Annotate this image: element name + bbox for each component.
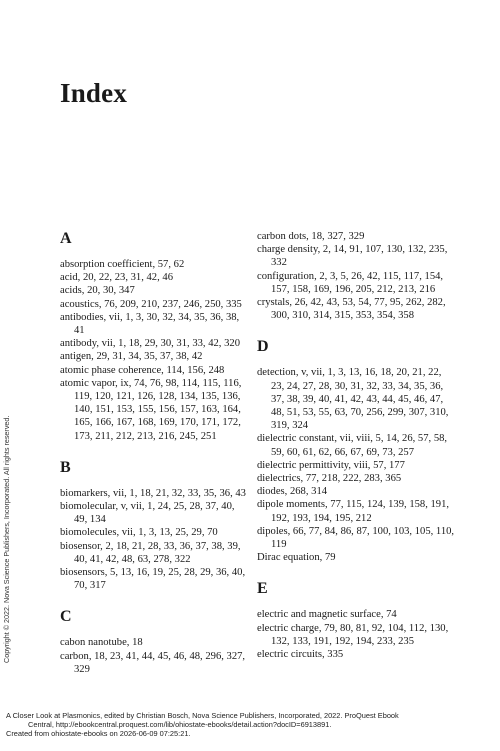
index-entry: absorption coefficient, 57, 62 [60, 259, 185, 270]
footer-url-line: Central, http://ebookcentral.proquest.com/lib/ohiostate-ebooks/detail.action?docID=6913891. [28, 720, 332, 729]
index-entry: acid, 20, 22, 23, 31, 42, 46 [60, 272, 173, 284]
source-footer [6, 711, 496, 738]
index-entry: electric charge, 79, 80, 81, 92, 104, 112, 130, 132, 133, 191, 192, 194, 233, 235 [257, 622, 449, 647]
index-column-left [60, 230, 250, 676]
section-letter-d: D [257, 338, 269, 356]
index-entry: charge density, 2, 14, 91, 107, 130, 132, 235, 332 [257, 244, 448, 269]
footer-created-line: Created from ohiostate-ebooks on 2026-06-09 07:25:21. [6, 729, 191, 738]
index-entry: biosensor, 2, 18, 21, 28, 33, 36, 37, 38, 39, 40, 41, 42, 48, 63, 278, 322 [60, 540, 241, 565]
index-entry: dipole moments, 77, 115, 124, 139, 158, 191, 192, 193, 194, 195, 212 [257, 499, 450, 524]
index-entry: electric and magnetic surface, 74 [257, 609, 397, 621]
section-letter-b: B [60, 458, 71, 476]
index-entry: Dirac equation, 79 [257, 552, 336, 564]
index-entry: carbon, 18, 23, 41, 44, 45, 46, 48, 296, 327, 329 [60, 650, 246, 675]
index-entry: biosensors, 5, 13, 16, 19, 25, 28, 29, 36, 40, 70, 317 [60, 567, 246, 592]
index-entry: diodes, 268, 314 [257, 486, 328, 498]
index-entry: antibodies, vii, 1, 3, 30, 32, 34, 35, 36, 38, 41 [60, 311, 240, 337]
index-entry: dielectric permittivity, viii, 57, 177 [257, 459, 405, 471]
index-entry: acids, 20, 30, 347 [60, 285, 135, 297]
index-entry: carbon dots, 18, 327, 329 [257, 231, 365, 242]
page-title: Index [60, 78, 128, 108]
index-column-right [257, 230, 457, 661]
index-entry: crystals, 26, 42, 43, 53, 54, 77, 95, 262, 282, 300, 310, 314, 315, 353, 354, 358 [257, 297, 446, 322]
section-letter-c: C [60, 608, 72, 626]
index-entry: antigen, 29, 31, 34, 35, 37, 38, 42 [60, 351, 203, 363]
index-entry: biomarkers, vii, 1, 18, 21, 32, 33, 35, 36, 43 [60, 487, 246, 499]
section-letter-a: A [60, 230, 72, 247]
index-entry: dielectric constant, vii, viii, 5, 14, 26, 57, 58, 59, 60, 61, 62, 66, 67, 69, 73, 257 [257, 433, 448, 458]
index-entry: acoustics, 76, 209, 210, 237, 246, 250, 335 [60, 298, 242, 310]
index-entry: atomic phase coherence, 114, 156, 248 [60, 364, 225, 376]
section-letter-e: E [257, 580, 268, 598]
index-entry: detection, v, vii, 1, 3, 13, 16, 18, 20, 21, 22, 23, 24, 27, 28, 30, 31, 32, 33, 34, 35, 36, 37, 38, 39, 40, 41, 42, 43, 44, 45, 46, 47, 48, 51, 53, 55, 63, 70, 256, 299, 307, 310, 319, 324 [257, 367, 449, 432]
index-entry: atomic vapor, ix, 74, 76, 98, 114, 115, 116, 119, 120, 121, 126, 128, 134, 135, 136, 140, 151, 153, 155, 156, 157, 163, 164, 165, 166, 167, 168, 169, 170, 171, 172, 173, 211, 212, 213, 216, 245, 251 [60, 377, 242, 442]
index-entry: biomolecular, v, vii, 1, 24, 25, 28, 37, 40, 49, 134 [60, 501, 235, 526]
index-entry: biomolecules, vii, 1, 3, 13, 25, 29, 70 [60, 527, 218, 539]
index-entry: configuration, 2, 3, 5, 26, 42, 115, 117, 154, 157, 158, 169, 196, 205, 212, 213, 216 [257, 270, 444, 295]
index-entry: dielectrics, 77, 218, 222, 283, 365 [257, 473, 402, 485]
copyright-sidebar: Copyright © 2022. Nova Science Publishers, Incorporated. All rights reserved. [2, 415, 11, 663]
index-entry: electric circuits, 335 [257, 649, 344, 661]
footer-citation-line: A Closer Look at Plasmonics, edited by Christian Bosch, Nova Science Publishers, Incorporated, 2022. ProQuest Ebook [6, 711, 399, 720]
index-entry: dipoles, 66, 77, 84, 86, 87, 100, 103, 105, 110, 119 [257, 525, 455, 551]
index-entry: cabon nanotube, 18 [60, 637, 143, 649]
index-entry: antibody, vii, 1, 18, 29, 30, 31, 33, 42, 320 [60, 338, 240, 350]
